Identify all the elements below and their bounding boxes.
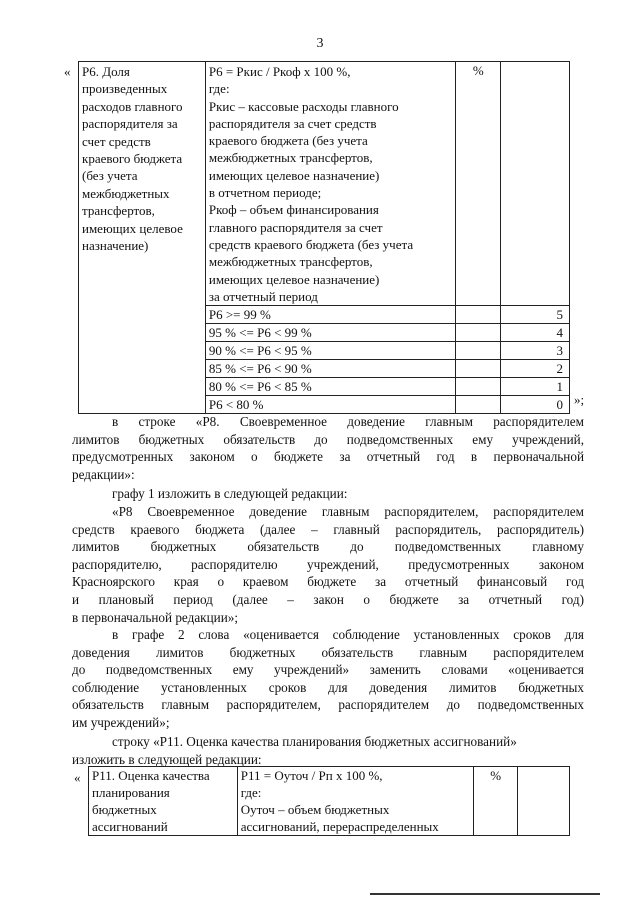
score-points: 0 <box>501 396 570 414</box>
paragraph-row-p11 <box>72 733 584 768</box>
text-line: в графе 2 слова «оценивается соблюдение установленных сроков для <box>112 627 584 642</box>
text-line: в строке «Р8. Своевременное доведение главным распорядителем <box>112 414 584 429</box>
text-line: и плановый период (далее – закон о бюджете за отчетный год) <box>72 591 584 607</box>
criterion-name-cell: Р6. Доля произведенных расходов главного распорядителя за счет средств краевого бюджета (без учета межбюджетных трансфертов, имеющих целевое назначение) <box>79 62 206 414</box>
formula-line: имеющих целевое назначение) <box>208 271 380 287</box>
text-line: распорядителю, распорядителю учреждений, предусмотренных законом <box>72 556 584 572</box>
score-condition: 85 % <= Р6 < 90 % <box>205 360 455 378</box>
criterion-line: планирования <box>92 785 170 800</box>
empty-cell <box>518 767 570 836</box>
score-points: 5 <box>501 306 570 324</box>
score-points: 3 <box>501 342 570 360</box>
criterion-line: Р11. Оценка качества <box>92 768 210 783</box>
score-condition: 80 % <= Р6 < 85 % <box>205 378 455 396</box>
formula-cell <box>237 767 474 836</box>
page-number: 3 <box>316 36 324 51</box>
formula-line: где: <box>240 785 262 800</box>
text-line: лимитов бюджетных обязательств до подведомственных ему учреждений, <box>72 431 584 447</box>
text-line: изложить в следующей редакции: <box>72 751 262 767</box>
score-points: 2 <box>501 360 570 378</box>
closing-quote: »; <box>574 392 585 407</box>
text-line: Красноярского края о краевом бюджете за отчетный финансовый год <box>72 574 584 590</box>
formula-line: Р11 = Оуточ / Рп х 100 %, <box>240 768 383 783</box>
unit-cell: % <box>474 767 518 836</box>
text-line: строку «Р11. Оценка качества планирования бюджетных ассигнований» <box>112 734 517 749</box>
score-condition: Р6 < 80 % <box>205 396 455 414</box>
text-line: доведения лимитов бюджетных обязательств главным распорядителем <box>72 644 584 660</box>
empty-cell <box>456 324 501 342</box>
text-line: «Р8 Своевременное доведение главным распорядителем, распорядителем <box>112 504 584 519</box>
formula-cell <box>205 62 455 306</box>
formula-line: Ркис – кассовые расходы главного <box>208 98 399 114</box>
score-points: 1 <box>501 378 570 396</box>
formula-line: краевого бюджета (без учета <box>208 133 368 149</box>
formula-line: главного распорядителя за счет <box>208 219 383 235</box>
formula-line: межбюджетных трансфертов, <box>208 150 373 166</box>
empty-cell <box>456 360 501 378</box>
empty-cell <box>456 342 501 360</box>
unit-cell: % <box>456 62 501 306</box>
score-points: 4 <box>501 324 570 342</box>
text-line: им учреждений»; <box>72 714 170 730</box>
criterion-name-cell <box>89 767 238 836</box>
text-line: редакции»: <box>72 466 135 482</box>
score-condition: Р6 >= 99 % <box>205 306 455 324</box>
empty-cell <box>501 62 570 306</box>
text-line: соблюдение установленных сроков для доведения лимитов бюджетных <box>72 679 584 695</box>
opening-quote: « <box>74 770 81 785</box>
paragraph-column1: графу 1 изложить в следующей редакции: <box>112 486 348 501</box>
criterion-line: бюджетных <box>92 802 157 817</box>
paragraph-p8-text <box>72 503 584 626</box>
empty-cell <box>456 396 501 414</box>
paragraph-column2 <box>72 626 584 732</box>
empty-cell <box>456 378 501 396</box>
opening-quote: « <box>64 64 71 79</box>
scan-artifact-line <box>370 893 600 895</box>
formula-line: в отчетном периоде; <box>208 185 322 201</box>
formula-line: распорядителя за счет средств <box>208 115 377 131</box>
text-line: обязательств главным распорядителем, распорядителем до подведомственных <box>72 697 584 713</box>
formula-line: Р6 = Ркис / Ркоф х 100 %, <box>208 64 351 79</box>
formula-line: где: <box>208 81 230 97</box>
text-line: в первоначальной редакции»; <box>72 609 239 625</box>
formula-line: ассигнований, перераспределенных <box>240 819 439 834</box>
formula-line: межбюджетных трансфертов, <box>208 254 373 270</box>
formula-line: средств краевого бюджета (без учета <box>208 236 414 252</box>
table-row <box>89 767 570 836</box>
criterion-table-p6 <box>78 61 570 414</box>
criterion-line: ассигнований <box>92 819 168 834</box>
text-line: предусмотренных законом о бюджете за отчетный год в первоначальной <box>72 449 584 465</box>
paragraph-row-p8 <box>72 413 584 483</box>
text-line: до подведомственных ему учреждений» заменить словами «оценивается <box>72 662 584 678</box>
score-condition: 95 % <= Р6 < 99 % <box>205 324 455 342</box>
table-row <box>79 62 570 306</box>
formula-line: Ркоф – объем финансирования <box>208 202 379 218</box>
text-line: лимитов бюджетных обязательств до подведомственных главному <box>72 539 584 555</box>
text-line: средств краевого бюджета (далее – главный распорядитель, распорядитель) <box>72 521 584 537</box>
criterion-table-p11 <box>88 766 570 836</box>
formula-line: за отчетный период <box>208 288 318 304</box>
formula-line: имеющих целевое назначение) <box>208 167 380 183</box>
empty-cell <box>456 306 501 324</box>
formula-line: Оуточ – объем бюджетных <box>240 802 390 817</box>
score-condition: 90 % <= Р6 < 95 % <box>205 342 455 360</box>
